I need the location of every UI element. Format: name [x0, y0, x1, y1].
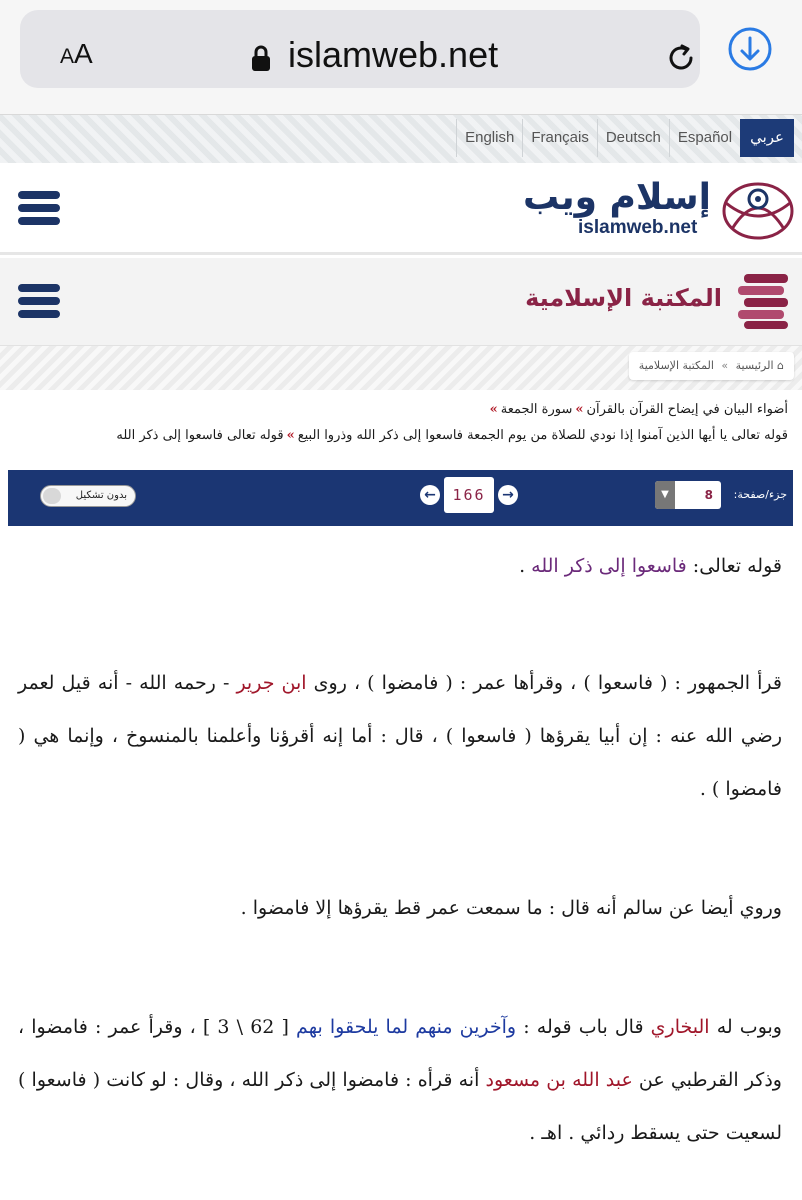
- part-value: 8: [704, 488, 713, 502]
- scholar-link[interactable]: ابن جرير: [236, 672, 307, 694]
- main-menu-button[interactable]: [18, 191, 60, 227]
- book-content: [18, 540, 782, 1160]
- url-text[interactable]: islamweb.net: [288, 34, 499, 75]
- part-page-label: جزء/صفحة:: [733, 488, 787, 501]
- paragraph-text: وروي أيضا عن سالم أنه قال : ما سمعت عمر قط يقرؤها إلا فامضوا .: [240, 897, 782, 919]
- scholar-link[interactable]: عبد الله بن مسعود: [485, 1069, 633, 1091]
- reader-settings-button[interactable]: AA: [60, 38, 93, 69]
- address-bar[interactable]: [20, 10, 700, 88]
- lock-icon: [251, 44, 271, 72]
- book-path: [10, 393, 792, 453]
- site-logo-arabic[interactable]: إسلام ويب: [523, 177, 711, 218]
- lang-english[interactable]: English: [456, 119, 522, 157]
- part-select[interactable]: [655, 481, 721, 509]
- path-topic-link[interactable]: قوله تعالى يا أيها الذين آمنوا إذا نودي للصلاة من يوم الجمعة فاسعوا إلى ذكر الله وذروا البيع: [297, 428, 788, 443]
- quran-verse-link[interactable]: وآخرين منهم لما يلحقوا بهم: [296, 1016, 517, 1038]
- library-menu-button[interactable]: [18, 284, 60, 320]
- page-number-input[interactable]: 166: [444, 477, 494, 513]
- breadcrumb-separator: »: [721, 359, 729, 372]
- breadcrumb-home[interactable]: الرئيسية: [735, 359, 774, 372]
- path-book-link[interactable]: أضواء البيان في إيضاح القرآن بالقرآن: [586, 402, 788, 417]
- book-path-line-1: أضواء البيان في إيضاح القرآن بالقرآن»سورة الجمعة»: [489, 402, 788, 417]
- lang-german[interactable]: Deutsch: [597, 119, 669, 157]
- path-surah-link[interactable]: سورة الجمعة: [500, 402, 573, 417]
- paragraph-text: قرأ الجمهور : ( فاسعوا ) ، وقرأها عمر : ( فامضوا ) ، روى ابن جرير - رحمه الله - أنه قيل لعمر رضي الله عنه : إن أبيا يقرؤها ( فاسعوا ) ، قال : أما إنه أقرؤنا وأعلمنا بالمنسوخ ، وإنما هي ( فامضوا ) .: [18, 672, 782, 800]
- paragraph-heading: قوله تعالى: فاسعوا إلى ذكر الله .: [519, 555, 782, 577]
- library-title[interactable]: المكتبة الإسلامية: [525, 284, 722, 312]
- globe-logo-icon[interactable]: [720, 181, 796, 241]
- breadcrumb: [629, 352, 794, 380]
- paragraph-text: وبوب له البخاري قال باب قوله : وآخرين منهم لما يلحقوا بهم [ 62 \ 3 ] ، وقرأ عمر : فامضوا ، وذكر القرطبي عن عبد الله بن مسعود أنه قرأه : فامضوا إلى ذكر الله ، وقال : لو كانت ( فاسعوا ) لسعيت حتى يسقط ردائي . اهـ .: [18, 1016, 782, 1144]
- language-bar: [0, 115, 802, 163]
- lang-french[interactable]: Français: [522, 119, 597, 157]
- books-icon: [734, 272, 790, 330]
- toggle-knob: [43, 488, 61, 504]
- breadcrumb-area: [0, 346, 802, 390]
- book-path-line-2: قوله تعالى يا أيها الذين آمنوا إذا نودي للصلاة من يوم الجمعة فاسعوا إلى ذكر الله وذروا البيع»قوله تعالى فاسعوا إلى ذكر الله: [116, 428, 788, 443]
- site-header: [0, 163, 802, 255]
- lang-arabic[interactable]: عربي: [740, 119, 794, 157]
- chevron-down-icon[interactable]: ▼: [655, 481, 675, 509]
- language-list: [456, 119, 794, 157]
- no-diacritics-toggle[interactable]: بدون تشكيل: [40, 485, 136, 507]
- browser-toolbar: [0, 0, 802, 115]
- page-navigator: [420, 475, 518, 515]
- lang-spanish[interactable]: Español: [669, 119, 740, 157]
- path-subtopic: قوله تعالى فاسعوا إلى ذكر الله: [116, 428, 284, 443]
- home-icon[interactable]: ⌂: [777, 359, 784, 372]
- reload-icon[interactable]: [663, 40, 699, 76]
- breadcrumb-library[interactable]: المكتبة الإسلامية: [638, 359, 714, 372]
- prev-page-icon[interactable]: ←: [420, 485, 440, 505]
- download-icon[interactable]: [727, 26, 773, 72]
- library-header: [0, 258, 802, 346]
- scholar-link[interactable]: البخاري: [650, 1016, 710, 1038]
- verse-text[interactable]: فاسعوا إلى ذكر الله: [531, 555, 687, 577]
- next-page-icon[interactable]: →: [498, 485, 518, 505]
- reader-toolbar: [8, 470, 793, 526]
- site-logo-english[interactable]: islamweb.net: [578, 217, 698, 238]
